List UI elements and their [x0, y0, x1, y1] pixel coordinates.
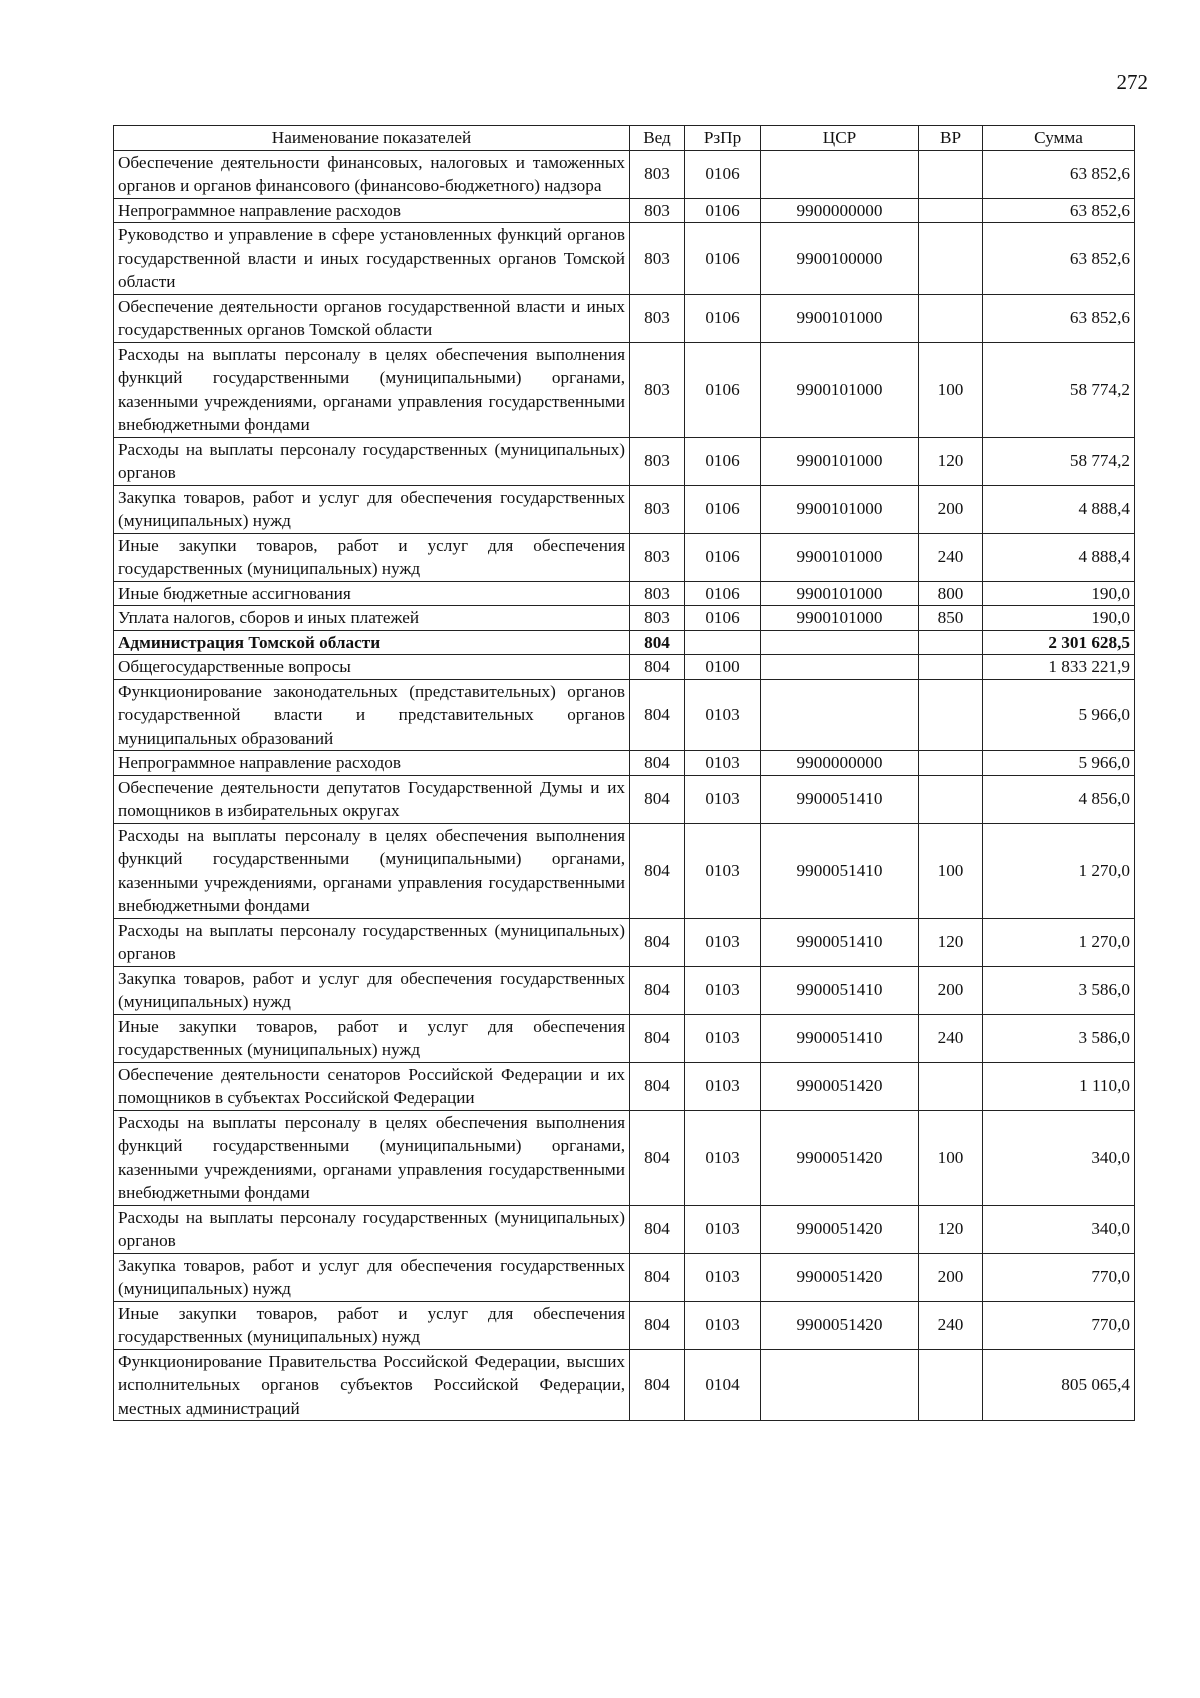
- cell-ved: 804: [630, 1349, 685, 1421]
- table-row: [114, 655, 1135, 680]
- cell-sum: 340,0: [983, 1110, 1135, 1205]
- cell-name: Функционирование Правительства Российской Федерации, высших исполнительных органов субъектов Российской Федерации, местных администраций: [114, 1349, 630, 1421]
- cell-ved: 804: [630, 679, 685, 751]
- header-vr: ВР: [919, 126, 983, 151]
- cell-ved: 804: [630, 775, 685, 823]
- cell-rzpr: 0103: [685, 823, 761, 918]
- cell-sum: 770,0: [983, 1301, 1135, 1349]
- table-row: [114, 630, 1135, 655]
- cell-rzpr: 0104: [685, 1349, 761, 1421]
- table-row: [114, 1205, 1135, 1253]
- cell-vr: 120: [919, 918, 983, 966]
- table-row: [114, 223, 1135, 295]
- cell-ved: 804: [630, 1205, 685, 1253]
- cell-vr: 100: [919, 823, 983, 918]
- table-row: [114, 1014, 1135, 1062]
- cell-csr: 9900051410: [761, 775, 919, 823]
- cell-ved: 803: [630, 533, 685, 581]
- cell-ved: 804: [630, 823, 685, 918]
- cell-rzpr: 0100: [685, 655, 761, 680]
- cell-rzpr: 0103: [685, 751, 761, 776]
- cell-ved: 804: [630, 655, 685, 680]
- cell-rzpr: 0103: [685, 679, 761, 751]
- table-row: [114, 198, 1135, 223]
- cell-name: Непрограммное направление расходов: [114, 198, 630, 223]
- header-csr: ЦСР: [761, 126, 919, 151]
- cell-csr: [761, 1349, 919, 1421]
- cell-name: Закупка товаров, работ и услуг для обеспечения государственных (муниципальных) нужд: [114, 485, 630, 533]
- table-body: [114, 150, 1135, 1421]
- cell-sum: 63 852,6: [983, 198, 1135, 223]
- cell-vr: [919, 655, 983, 680]
- cell-ved: 803: [630, 198, 685, 223]
- cell-rzpr: 0106: [685, 342, 761, 437]
- cell-sum: 63 852,6: [983, 150, 1135, 198]
- cell-vr: 120: [919, 1205, 983, 1253]
- cell-sum: 4 888,4: [983, 533, 1135, 581]
- cell-vr: 120: [919, 437, 983, 485]
- cell-vr: 240: [919, 1014, 983, 1062]
- cell-rzpr: 0106: [685, 533, 761, 581]
- cell-ved: 804: [630, 1110, 685, 1205]
- page-number: 272: [1116, 70, 1148, 94]
- cell-csr: 9900000000: [761, 751, 919, 776]
- cell-ved: 803: [630, 485, 685, 533]
- table-row: [114, 150, 1135, 198]
- header-name: Наименование показателей: [114, 126, 630, 151]
- cell-name: Расходы на выплаты персоналу в целях обеспечения выполнения функций государственными (муниципальными) органами, казенными учреждениями, органами управления государственными внебюджетными фондами: [114, 1110, 630, 1205]
- cell-name: Непрограммное направление расходов: [114, 751, 630, 776]
- cell-vr: [919, 1349, 983, 1421]
- cell-ved: 804: [630, 1253, 685, 1301]
- table-row: [114, 823, 1135, 918]
- cell-vr: 200: [919, 485, 983, 533]
- cell-sum: 1 833 221,9: [983, 655, 1135, 680]
- cell-sum: 63 852,6: [983, 223, 1135, 295]
- cell-csr: 9900101000: [761, 437, 919, 485]
- cell-rzpr: 0106: [685, 150, 761, 198]
- cell-sum: 58 774,2: [983, 437, 1135, 485]
- table-header: [114, 126, 1135, 151]
- cell-name: Расходы на выплаты персоналу в целях обеспечения выполнения функций государственными (муниципальными) органами, казенными учреждениями, органами управления государственными внебюджетными фондами: [114, 823, 630, 918]
- cell-csr: 9900051420: [761, 1253, 919, 1301]
- cell-rzpr: 0103: [685, 1014, 761, 1062]
- cell-csr: 9900051420: [761, 1110, 919, 1205]
- cell-ved: 804: [630, 1062, 685, 1110]
- cell-name: Расходы на выплаты персоналу в целях обеспечения выполнения функций государственными (муниципальными) органами, казенными учреждениями, органами управления государственными внебюджетными фондами: [114, 342, 630, 437]
- cell-sum: 190,0: [983, 606, 1135, 631]
- cell-name: Иные закупки товаров, работ и услуг для обеспечения государственных (муниципальных) нужд: [114, 1014, 630, 1062]
- cell-sum: 4 856,0: [983, 775, 1135, 823]
- table-row: [114, 775, 1135, 823]
- cell-name: Уплата налогов, сборов и иных платежей: [114, 606, 630, 631]
- table-row: [114, 342, 1135, 437]
- cell-rzpr: 0106: [685, 294, 761, 342]
- cell-csr: 9900101000: [761, 606, 919, 631]
- cell-rzpr: [685, 630, 761, 655]
- table-row: [114, 1062, 1135, 1110]
- cell-csr: 9900051420: [761, 1062, 919, 1110]
- cell-vr: [919, 679, 983, 751]
- cell-rzpr: 0106: [685, 581, 761, 606]
- cell-rzpr: 0106: [685, 606, 761, 631]
- cell-csr: 9900051420: [761, 1301, 919, 1349]
- budget-table: [113, 125, 1135, 1421]
- cell-name: Иные закупки товаров, работ и услуг для обеспечения государственных (муниципальных) нужд: [114, 1301, 630, 1349]
- cell-vr: [919, 198, 983, 223]
- cell-vr: 100: [919, 342, 983, 437]
- table-row: [114, 1253, 1135, 1301]
- cell-name: Функционирование законодательных (представительных) органов государственной власти и представительных органов муниципальных образований: [114, 679, 630, 751]
- cell-rzpr: 0106: [685, 485, 761, 533]
- cell-sum: 1 270,0: [983, 823, 1135, 918]
- cell-ved: 803: [630, 294, 685, 342]
- cell-ved: 803: [630, 150, 685, 198]
- cell-sum: 4 888,4: [983, 485, 1135, 533]
- table-row: [114, 294, 1135, 342]
- cell-csr: [761, 630, 919, 655]
- header-row: [114, 126, 1135, 151]
- cell-csr: 9900000000: [761, 198, 919, 223]
- cell-csr: [761, 150, 919, 198]
- cell-rzpr: 0103: [685, 966, 761, 1014]
- cell-sum: 3 586,0: [983, 966, 1135, 1014]
- cell-vr: 850: [919, 606, 983, 631]
- table-row: [114, 1301, 1135, 1349]
- cell-vr: 100: [919, 1110, 983, 1205]
- cell-csr: 9900051410: [761, 918, 919, 966]
- cell-sum: 805 065,4: [983, 1349, 1135, 1421]
- cell-name: Иные закупки товаров, работ и услуг для обеспечения государственных (муниципальных) нужд: [114, 533, 630, 581]
- cell-rzpr: 0106: [685, 198, 761, 223]
- cell-sum: 5 966,0: [983, 751, 1135, 776]
- cell-name: Расходы на выплаты персоналу государственных (муниципальных) органов: [114, 918, 630, 966]
- cell-vr: 200: [919, 1253, 983, 1301]
- table-row: [114, 485, 1135, 533]
- table-row: [114, 437, 1135, 485]
- cell-vr: 200: [919, 966, 983, 1014]
- cell-vr: [919, 294, 983, 342]
- cell-sum: 5 966,0: [983, 679, 1135, 751]
- cell-csr: 9900051420: [761, 1205, 919, 1253]
- cell-name: Закупка товаров, работ и услуг для обеспечения государственных (муниципальных) нужд: [114, 966, 630, 1014]
- cell-ved: 804: [630, 966, 685, 1014]
- table-row: [114, 751, 1135, 776]
- cell-csr: [761, 655, 919, 680]
- cell-rzpr: 0103: [685, 1205, 761, 1253]
- cell-sum: 770,0: [983, 1253, 1135, 1301]
- cell-ved: 804: [630, 1014, 685, 1062]
- cell-rzpr: 0103: [685, 918, 761, 966]
- table-row: [114, 1110, 1135, 1205]
- cell-vr: [919, 775, 983, 823]
- cell-rzpr: 0103: [685, 775, 761, 823]
- cell-csr: 9900100000: [761, 223, 919, 295]
- cell-name: Обеспечение деятельности органов государственной власти и иных государственных органов Томской области: [114, 294, 630, 342]
- cell-ved: 803: [630, 606, 685, 631]
- cell-rzpr: 0106: [685, 223, 761, 295]
- cell-name: Обеспечение деятельности депутатов Государственной Думы и их помощников в избирательных округах: [114, 775, 630, 823]
- header-ved: Вед: [630, 126, 685, 151]
- cell-rzpr: 0106: [685, 437, 761, 485]
- table-row: [114, 606, 1135, 631]
- cell-name: Руководство и управление в сфере установленных функций органов государственной власти и иных государственных органов Томской области: [114, 223, 630, 295]
- cell-sum: 190,0: [983, 581, 1135, 606]
- cell-csr: 9900101000: [761, 581, 919, 606]
- cell-ved: 804: [630, 1301, 685, 1349]
- table-row: [114, 533, 1135, 581]
- cell-vr: 800: [919, 581, 983, 606]
- cell-name: Администрация Томской области: [114, 630, 630, 655]
- cell-vr: [919, 630, 983, 655]
- cell-csr: 9900101000: [761, 294, 919, 342]
- cell-csr: 9900051410: [761, 1014, 919, 1062]
- cell-sum: 1 110,0: [983, 1062, 1135, 1110]
- cell-csr: 9900051410: [761, 823, 919, 918]
- cell-name: Закупка товаров, работ и услуг для обеспечения государственных (муниципальных) нужд: [114, 1253, 630, 1301]
- cell-vr: 240: [919, 533, 983, 581]
- cell-sum: 2 301 628,5: [983, 630, 1135, 655]
- cell-name: Расходы на выплаты персоналу государственных (муниципальных) органов: [114, 437, 630, 485]
- cell-vr: [919, 1062, 983, 1110]
- cell-name: Общегосударственные вопросы: [114, 655, 630, 680]
- cell-vr: 240: [919, 1301, 983, 1349]
- cell-sum: 3 586,0: [983, 1014, 1135, 1062]
- table-row: [114, 679, 1135, 751]
- cell-rzpr: 0103: [685, 1062, 761, 1110]
- cell-vr: [919, 223, 983, 295]
- cell-vr: [919, 150, 983, 198]
- cell-ved: 804: [630, 751, 685, 776]
- table-row: [114, 581, 1135, 606]
- cell-ved: 803: [630, 437, 685, 485]
- cell-rzpr: 0103: [685, 1253, 761, 1301]
- cell-sum: 340,0: [983, 1205, 1135, 1253]
- cell-vr: [919, 751, 983, 776]
- cell-rzpr: 0103: [685, 1301, 761, 1349]
- cell-ved: 803: [630, 581, 685, 606]
- cell-sum: 1 270,0: [983, 918, 1135, 966]
- cell-csr: 9900051410: [761, 966, 919, 1014]
- cell-name: Обеспечение деятельности финансовых, налоговых и таможенных органов и органов финансового (финансово-бюджетного) надзора: [114, 150, 630, 198]
- cell-csr: [761, 679, 919, 751]
- table-row: [114, 918, 1135, 966]
- table-row: [114, 966, 1135, 1014]
- cell-csr: 9900101000: [761, 533, 919, 581]
- header-rzpr: РзПр: [685, 126, 761, 151]
- cell-csr: 9900101000: [761, 485, 919, 533]
- cell-csr: 9900101000: [761, 342, 919, 437]
- cell-ved: 803: [630, 342, 685, 437]
- cell-ved: 804: [630, 630, 685, 655]
- cell-sum: 63 852,6: [983, 294, 1135, 342]
- cell-name: Расходы на выплаты персоналу государственных (муниципальных) органов: [114, 1205, 630, 1253]
- table-row: [114, 1349, 1135, 1421]
- cell-ved: 803: [630, 223, 685, 295]
- cell-rzpr: 0103: [685, 1110, 761, 1205]
- cell-sum: 58 774,2: [983, 342, 1135, 437]
- cell-ved: 804: [630, 918, 685, 966]
- header-sum: Сумма: [983, 126, 1135, 151]
- cell-name: Иные бюджетные ассигнования: [114, 581, 630, 606]
- cell-name: Обеспечение деятельности сенаторов Российской Федерации и их помощников в субъектах Российской Федерации: [114, 1062, 630, 1110]
